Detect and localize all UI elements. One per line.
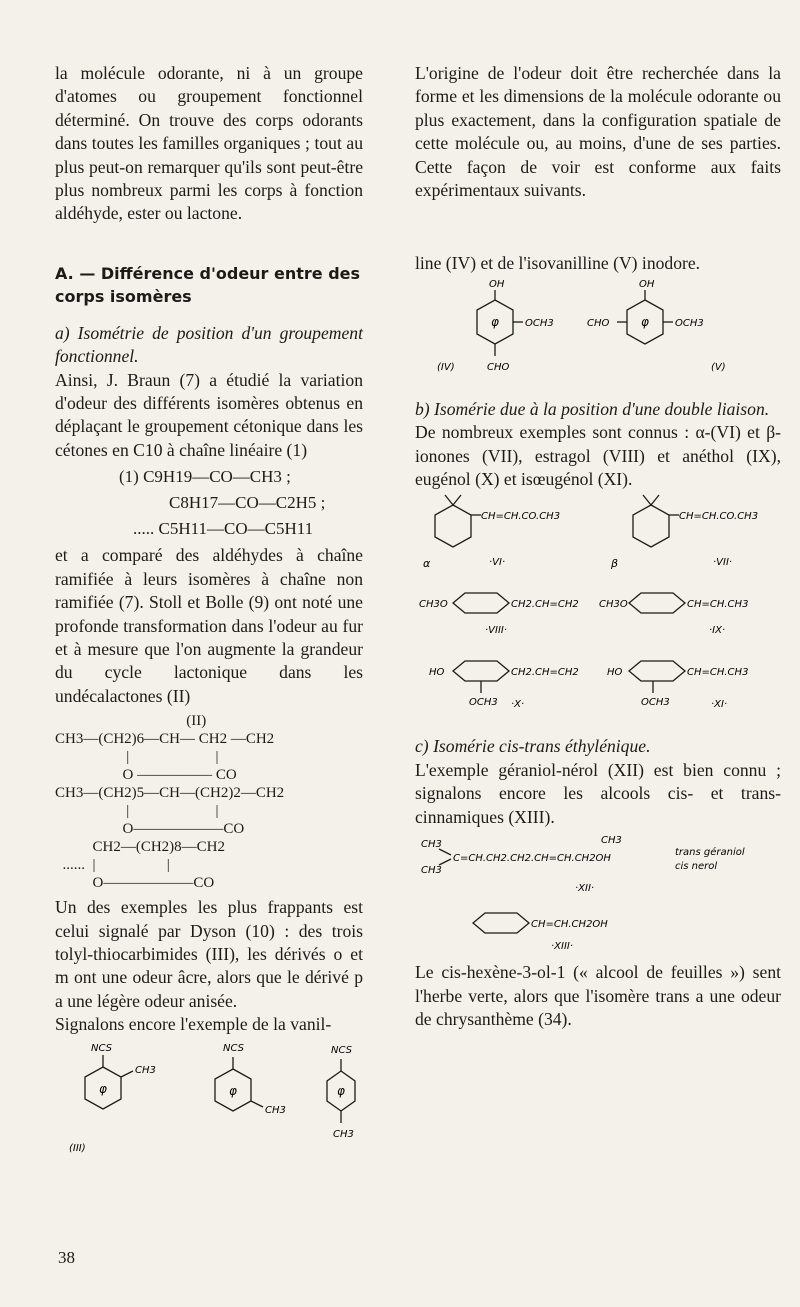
left-column: [55, 62, 363, 1159]
fig6-chain: CH=CH.CO.CH3: [481, 511, 561, 523]
fig8-ch3o: CH3O: [419, 599, 448, 611]
fig3-label-ncs-meta: NCS: [223, 1042, 244, 1054]
geraniol-paragraph: L'exemple géraniol-nérol (XII) est bien connu ; signalons encore les alcools cis- et trans-cinnamiques (XIII).: [415, 759, 781, 827]
fig3-label-ch3-meta: CH3: [265, 1104, 286, 1116]
fig3-label-ch3-ortho: CH3: [135, 1064, 156, 1076]
hexene-paragraph: Le cis-hexène-3-ol-1 (« alcool de feuilles ») sent l'herbe verte, alors que l'isomère trans a une odeur de chrysanthème (34).: [415, 962, 781, 1029]
fig11-number: ·XI·: [711, 699, 728, 711]
dyson-paragraph: Un des exemples les plus frappants est celui signalé par Dyson (10) : des trois tolyl-thiocarbimides (III), les dérivés o et m ont une odeur âcre, alors que le dérivé p a une légère odeur anisée.: [55, 897, 363, 1011]
fig9-chain: CH=CH.CH3: [687, 599, 749, 611]
fig10-ho: HO: [429, 667, 445, 679]
fig11-ho: HO: [607, 667, 623, 679]
fig4-oh: OH: [489, 278, 505, 290]
fig3-phi-3: φ: [337, 1083, 345, 1098]
fig3-phi-2: φ: [229, 1083, 237, 1098]
fig3-phi-1: φ: [99, 1081, 107, 1096]
fig8-number: ·VIII·: [485, 625, 508, 637]
fig9-ch3o: CH3O: [599, 599, 628, 611]
fig8-chain: CH2.CH=CH2: [511, 599, 579, 611]
stoll-paragraph: et a comparé des aldéhydes à chaîne ramifiée à leurs isomères à chaîne non ramifiée (7). Stoll et Bolle (9) ont noté une profonde transformation dans l'odeur au fur et à mesure que l'on augmente la grandeur du cycle lactonique dans les undécalactones (II): [55, 545, 363, 706]
fig5-number: (V): [711, 361, 726, 373]
fig7-number: ·VII·: [713, 557, 733, 569]
fig3-label-ncs-ortho: NCS: [91, 1042, 112, 1054]
fig12-number: ·XII·: [575, 883, 595, 895]
fig5-cho: CHO: [587, 317, 610, 329]
subsection-b-title: b) Isomérie due à la position d'une double liaison.: [415, 398, 770, 419]
right-column: [415, 62, 781, 1031]
section-heading: A. — Différence d'odeur entre des corps isomères: [55, 263, 361, 306]
intro-paragraph: la molécule odorante, ni à un groupe d'atomes ou groupement fonctionnel déterminé. On trouve des corps odorants dans toutes les familles organiques ; tout au plus peut-on remarquer qu'ils sont peut-être plus nombreux parmi les corps à fonction aldéhyde, ester ou lactone.: [55, 63, 363, 224]
fig6-alpha: α: [423, 557, 431, 571]
vanillin-continuation: line (IV) et de l'isovanilline (V) inodore.: [415, 253, 701, 274]
fig10-chain: CH2.CH=CH2: [511, 667, 579, 679]
fig4-och3: OCH3: [525, 317, 554, 329]
figure-iii-tolyl-thiocarbimides: [55, 1039, 363, 1157]
fig12-ch3-top: CH3: [421, 839, 442, 851]
fig12-cis: cis nerol: [675, 861, 718, 873]
vanillin-paragraph: Signalons encore l'exemple de la vanil-: [55, 1014, 332, 1035]
figure-iv-v-vanillins: [415, 278, 781, 396]
fig10-och3: OCH3: [469, 697, 498, 709]
fig5-och3: OCH3: [675, 317, 704, 329]
origin-paragraph: L'origine de l'odeur doit être recherchée dans la forme et les dimensions de la molécule odorante ou plus exactement, dans la configuration spatiale de cette molécule ou, au moins, d'une de ses parties. Cette façon de voir est conforme aux faits expérimentaux suivants.: [415, 63, 781, 201]
subsection-a-title: a) Isométrie de position d'un groupement fonctionnel.: [55, 322, 363, 367]
formula-1: (1) C9H19—CO—CH3 ;: [119, 467, 291, 487]
fig9-number: ·IX·: [709, 625, 726, 637]
nombreux-paragraph: De nombreux exemples sont connus : α-(VI) et β-ionones (VII), estragol (VIII) et anéthol (IX), eugénol (X) et isœugénol (XI).: [415, 422, 781, 490]
undecalactones-structures: (II) CH3—(CH2)6—CH— CH2 —CH2 | | O ————— CO CH3—(CH2)5—CH—(CH2)2—CH2 | | O——————CO CH2—(CH2)8—CH2 ...... | | O——————CO: [55, 713, 285, 892]
fig4-cho: CHO: [487, 361, 510, 373]
fig12-ch3-branch: CH3: [601, 835, 622, 847]
fig13-chain: CH=CH.CH2OH: [531, 919, 608, 931]
fig3-number: (III): [69, 1142, 86, 1154]
page-number: 38: [58, 1248, 75, 1267]
fig11-och3: OCH3: [641, 697, 670, 709]
fig7-beta: β: [611, 557, 619, 571]
fig3-label-ch3-para: CH3: [333, 1128, 354, 1140]
fig7-chain: CH=CH.CO.CH3: [679, 511, 759, 523]
fig6-number: ·VI·: [489, 557, 506, 569]
braun-paragraph: Ainsi, J. Braun (7) a étudié la variation d'odeur des différents isomères obtenus en déplaçant le groupement cétonique dans les cétones en C10 à chaîne linéaire (1): [55, 369, 363, 460]
fig10-number: ·X·: [511, 699, 525, 711]
fig11-chain: CH=CH.CH3: [687, 667, 749, 679]
fig12-ch3-bottom: CH3: [421, 865, 442, 877]
fig4-number: (IV): [437, 361, 455, 373]
subsection-c-title: c) Isomérie cis-trans éthylénique.: [415, 736, 651, 757]
fig12-trans: trans géraniol: [675, 847, 745, 859]
figure-xii-xiii: [415, 831, 781, 951]
formula-3: ..... C5H11—CO—C5H11: [133, 519, 314, 539]
fig4-phi: φ: [491, 314, 499, 329]
formula-2: C8H17—CO—C2H5 ;: [169, 493, 326, 513]
fig13-number: ·XIII·: [551, 941, 574, 952]
fig5-phi: φ: [641, 314, 649, 329]
fig5-oh: OH: [639, 278, 655, 290]
fig3-label-ncs-para: NCS: [331, 1044, 352, 1056]
fig12-chain: C=CH.CH2.CH2.CH=CH.CH2OH: [453, 853, 611, 865]
